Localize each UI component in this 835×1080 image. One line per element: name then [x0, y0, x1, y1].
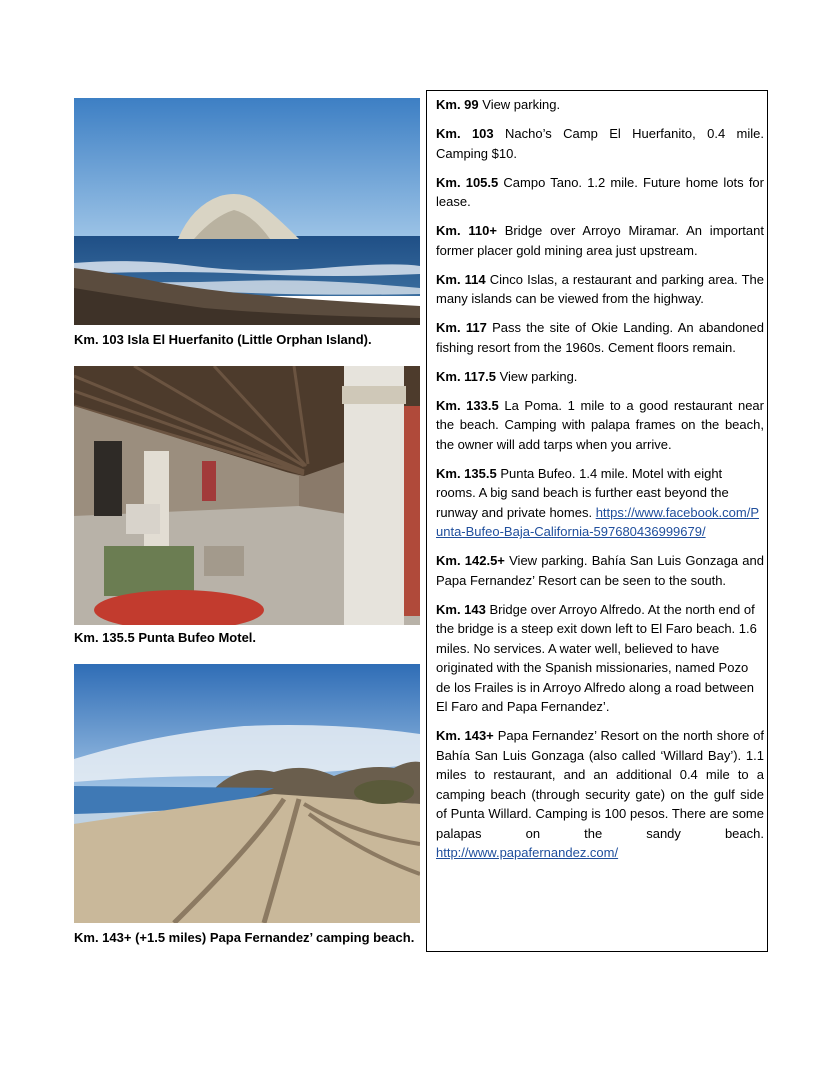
km-marker: Km. 110+ — [436, 223, 497, 238]
km-marker: Km. 99 — [436, 97, 479, 112]
entry-text: View parking. — [478, 97, 561, 112]
entry-text: View parking. Bahía San Luis Gonzaga and Papa Fernandez’ Resort can be seen to the south. — [436, 553, 764, 588]
road-log-entry — [436, 396, 764, 455]
photo-punta-bufeo-motel — [74, 366, 420, 625]
road-log-entry — [436, 726, 764, 863]
road-log-entry — [436, 551, 764, 590]
km-marker: Km. 103 — [436, 126, 494, 141]
entry-text: La Poma. 1 mile to a good restaurant near the beach. Camping with palapa frames on the beach, the owner will add tarps when you arrive. — [436, 397, 764, 452]
entry-text: Papa Fernandez’ Resort on the north shore of Bahía San Luis Gonzaga (also called ‘Willard Bay’). 1.1 miles to restaurant, and an additional 0.4 mile to a camping beach (through security gate) on the gulf side of Punta Willard. Camping is 100 pesos. There are some palapas on the sandy beach. — [436, 728, 765, 841]
photo-caption-1: Km. 103 Isla El Huerfanito (Little Orphan Island). — [74, 332, 372, 347]
entry-text: Bridge over Arroyo Miramar. An important former placer gold mining area just upstream. — [436, 223, 764, 258]
km-marker: Km. 117 — [436, 320, 487, 335]
km-marker: Km. 105.5 — [436, 174, 499, 190]
road-log-entry — [436, 124, 764, 163]
road-log-entry — [436, 318, 764, 357]
km-marker: Km. 142.5+ — [436, 553, 505, 568]
km-marker: Km. 143 — [436, 601, 486, 617]
road-log-box — [426, 90, 768, 952]
road-log-entry — [436, 221, 764, 260]
km-marker: Km. 114 — [436, 271, 486, 287]
photo-caption-3: Km. 143+ (+1.5 miles) Papa Fernandez’ camping beach. — [74, 930, 415, 945]
entry-text: View parking. — [496, 368, 578, 384]
entry-text: Punta Bufeo. 1.4 mile. Motel with eight rooms. A big sand beach is further east beyond the runway and private homes. — [436, 465, 729, 520]
papa-fernandez-website-link[interactable]: http://www.papafernandez.com/ — [436, 845, 619, 860]
road-log-entry — [436, 464, 764, 542]
km-marker: Km. 133.5 — [436, 397, 499, 413]
km-marker: Km. 135.5 — [436, 465, 497, 481]
entry-text: Pass the site of Okie Landing. An abandoned fishing resort from the 1960s. Cement floors remain. — [436, 320, 764, 355]
photo-caption-2: Km. 135.5 Punta Bufeo Motel. — [74, 630, 257, 645]
km-marker: Km. 143+ — [436, 728, 494, 743]
entry-text: Nacho’s Camp El Huerfanito, 0.4 mile. Camping $10. — [436, 126, 764, 161]
punta-bufeo-facebook-link[interactable]: https://www.facebook.com/Punta-Bufeo-Baja-California-597680436999679/ — [436, 504, 759, 539]
entry-text: Bridge over Arroyo Alfredo. At the north end of the bridge is a steep exit down left to El Faro beach. 1.6 miles. No services. A water well, believed to have originated with the Spanish missionaries, named Pozo de los Frailes is in Arroyo Alfredo along a road between El Faro and Papa Fernandez’. — [436, 601, 757, 714]
photo-isla-el-huerfanito — [74, 98, 420, 325]
km-marker: Km. 117.5 — [436, 368, 496, 384]
road-log-entry — [436, 173, 764, 212]
road-log-entry — [436, 270, 764, 309]
entry-text: Campo Tano. 1.2 mile. Future home lots for lease. — [436, 174, 764, 209]
photo-papa-fernandez-beach — [74, 664, 420, 923]
road-log-entry — [436, 367, 764, 387]
entry-text: Cinco Islas, a restaurant and parking area. The many islands can be viewed from the highway. — [436, 271, 765, 306]
road-log-entry — [436, 600, 764, 717]
road-log-entry — [436, 95, 764, 115]
